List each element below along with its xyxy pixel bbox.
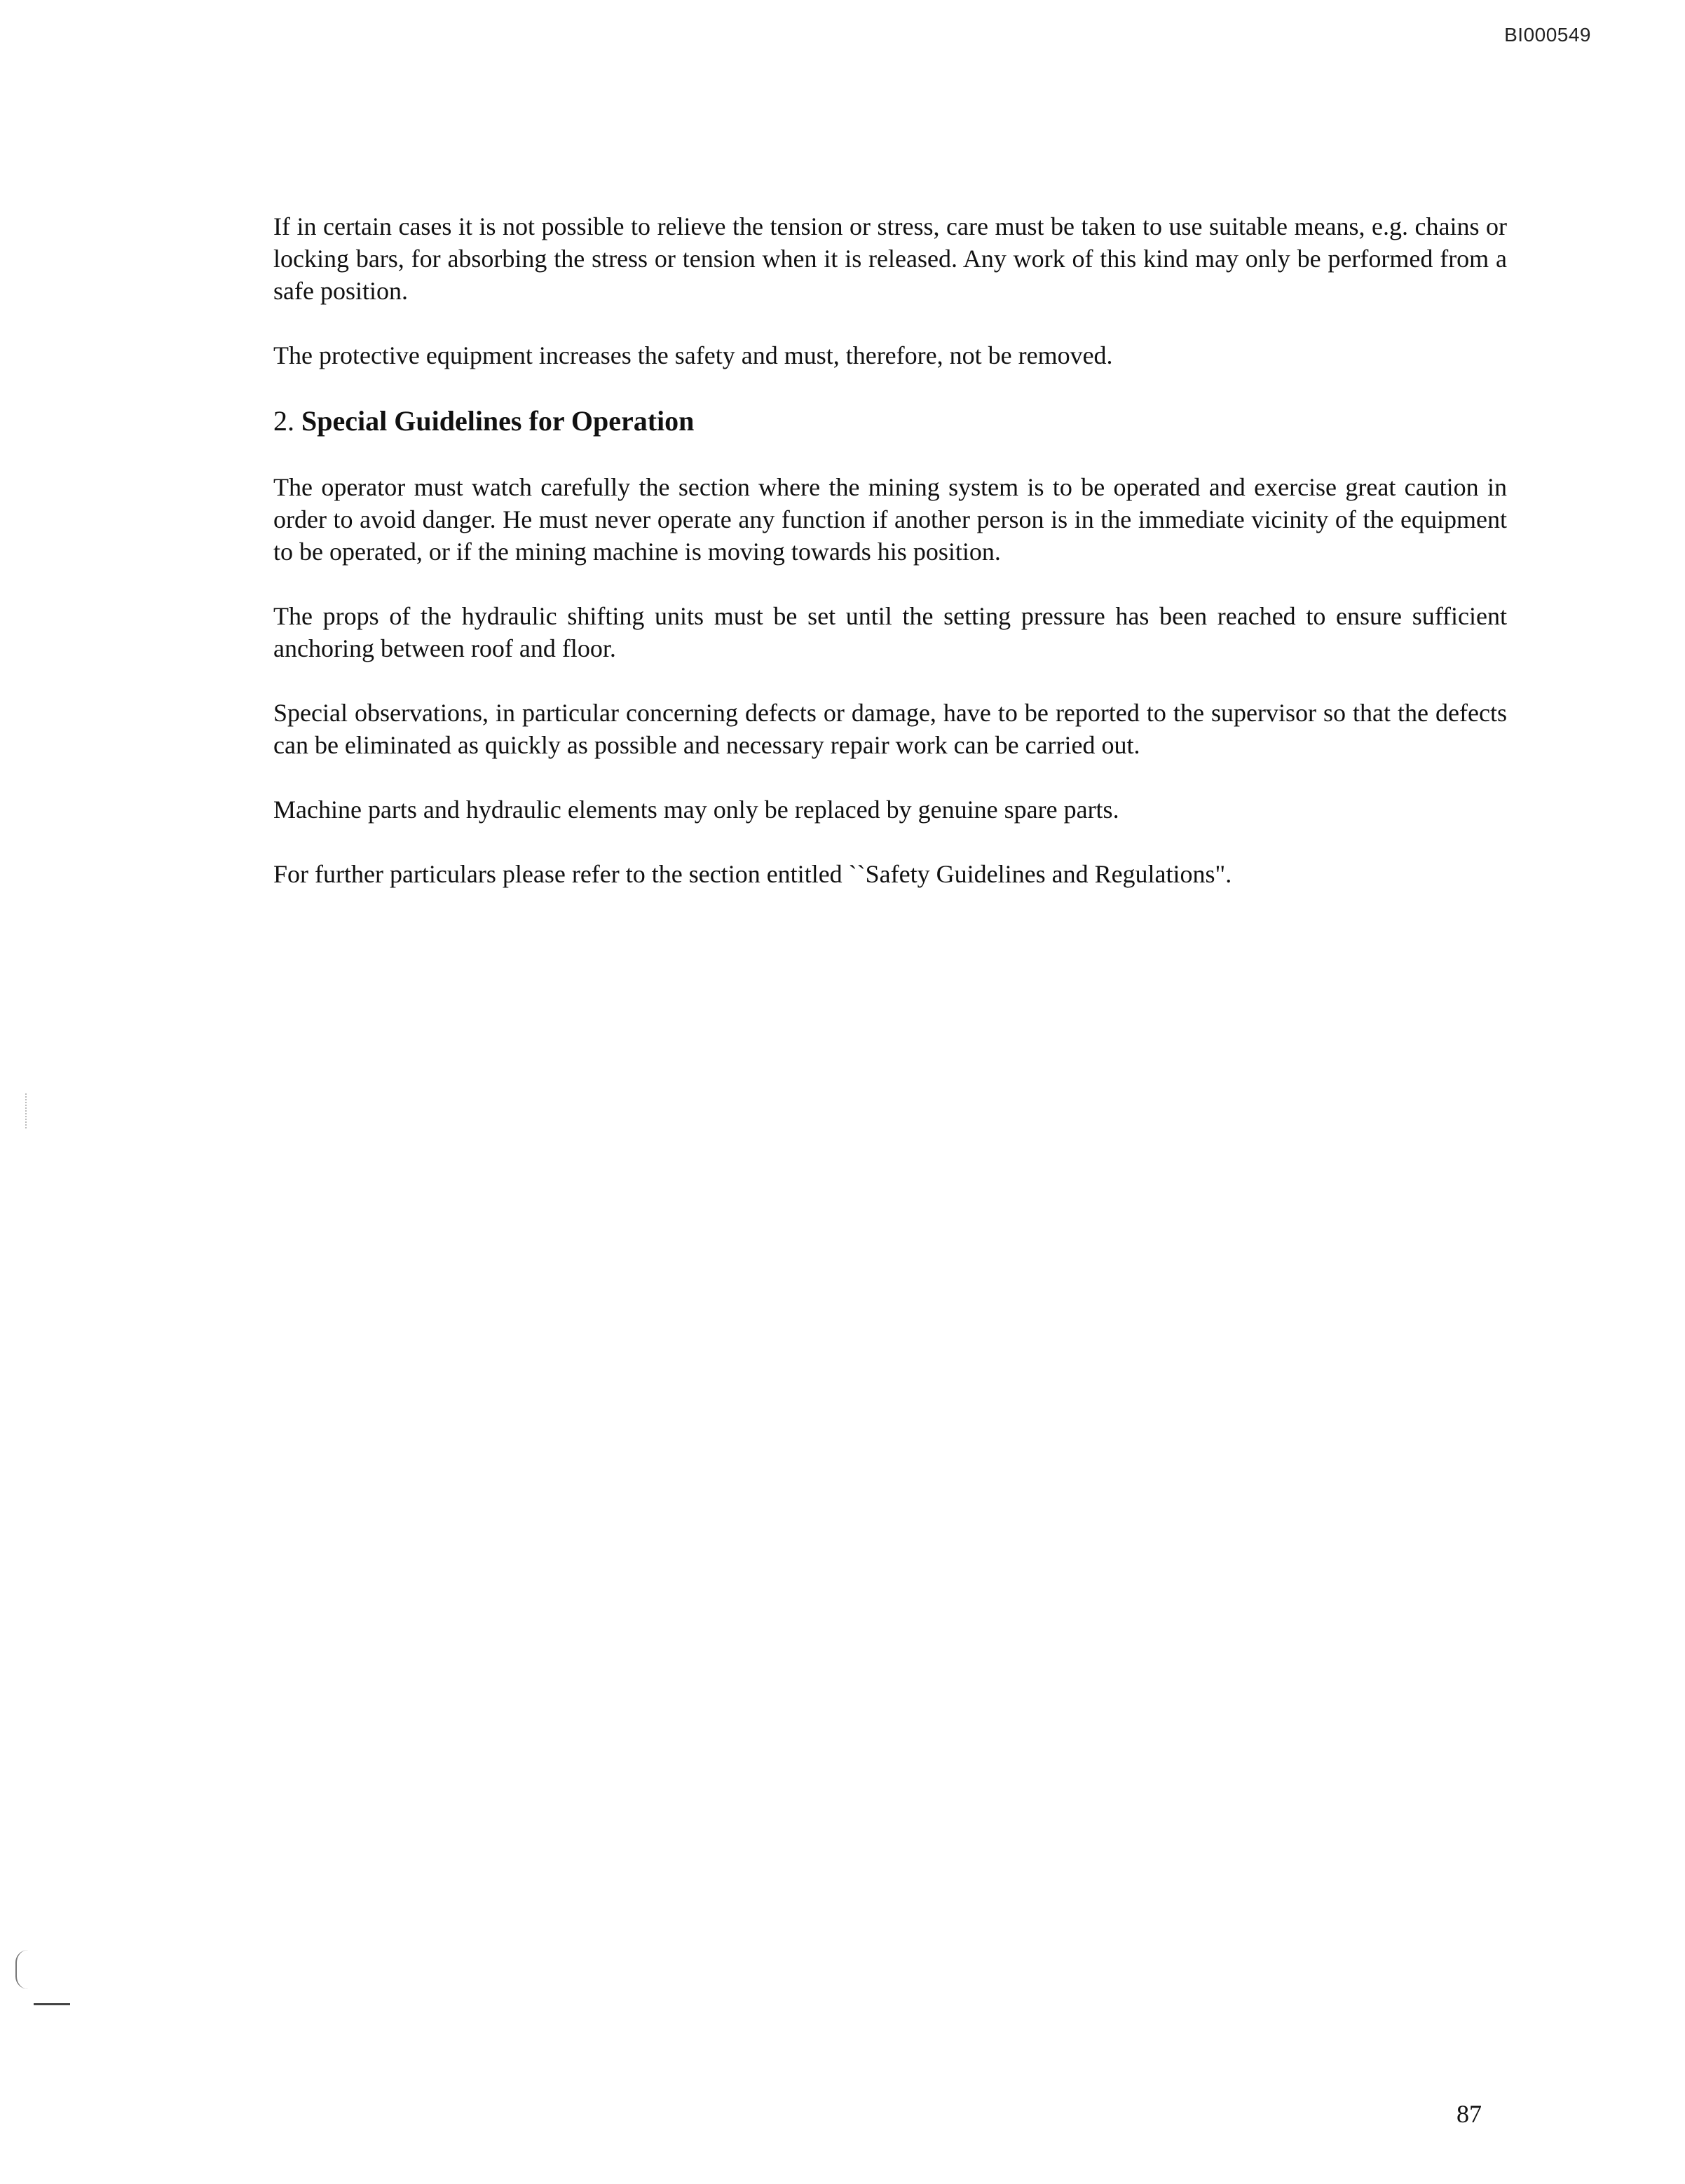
paragraph-operator-caution: The operator must watch carefully the section where the mining system is to be operated and exercise great caution in order to avoid danger. He must never operate any function if another person is in the immediate vicinity of the equipment to be operated, or if the mining machine is moving towards his position.	[273, 473, 1507, 566]
section-title: Special Guidelines for Operation	[301, 405, 695, 437]
paragraph-protective-equipment: The protective equipment increases the safety and must, therefore, not be removed.	[273, 341, 1113, 369]
paragraph-spare-parts: Machine parts and hydraulic elements may only be replaced by genuine spare parts.	[273, 796, 1119, 824]
paragraph-tension-stress: If in certain cases it is not possible to relieve the tension or stress, care must be taken to use suitable means, e.g. chains or locking bars, for absorbing the stress or tension when it is released. Any work of this kind may only be performed from a safe position.	[273, 212, 1507, 305]
scan-artifact-bracket	[15, 1950, 29, 1989]
scan-artifact-dash	[34, 2003, 70, 2005]
scan-artifact-mark	[25, 1093, 27, 1128]
section-number: 2.	[273, 405, 294, 437]
page-number: 87	[1457, 2100, 1482, 2128]
paragraph-further-particulars: For further particulars please refer to the section entitled ``Safety Guidelines and Regulations".	[273, 860, 1232, 888]
section-heading	[273, 404, 1507, 439]
document-body	[273, 210, 1507, 922]
paragraph-props-setting: The props of the hydraulic shifting units must be set until the setting pressure has been reached to ensure sufficient anchoring between roof and floor.	[273, 602, 1507, 662]
document-id: BI000549	[1504, 24, 1591, 46]
paragraph-special-observations: Special observations, in particular concerning defects or damage, have to be reported to the supervisor so that the defects can be eliminated as quickly as possible and necessary repair work can be carried out.	[273, 699, 1507, 759]
